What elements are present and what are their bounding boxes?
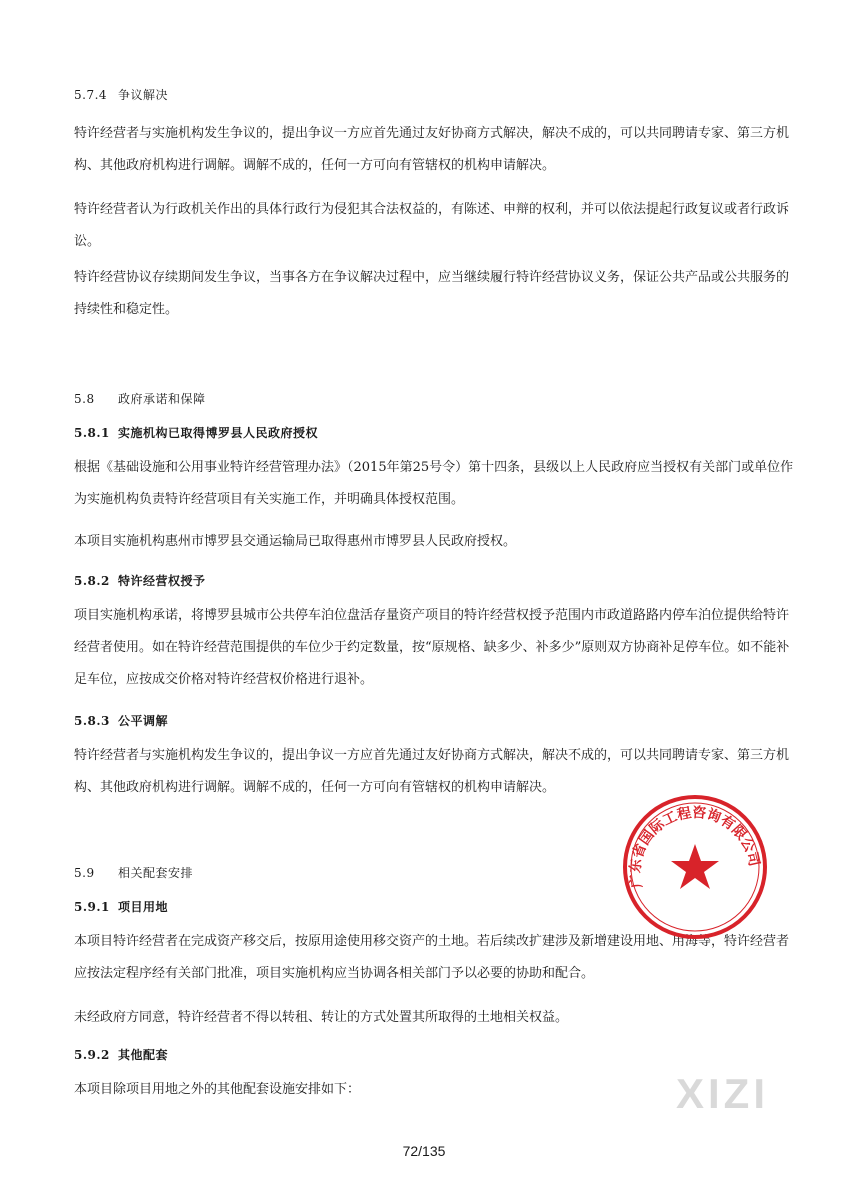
paragraph: 特许经营者与实施机构发生争议的，提出争议一方应首先通过友好协商方式解决，解决不成的，可以共同聘请专家、第三方机构、其他政府机构进行调解。调解不成的，任何一方可向有管辖权的机构申请解决。 [74, 748, 790, 795]
paragraph: 根据《基础设施和公用事业特许经营管理办法》（2015年第25号令）第十四条，县级以上人民政府应当授权有关部门或单位作为实施机构负责特许经营项目有关实施工作，并明确具体授权范围。 [74, 460, 794, 507]
heading-5-8-2: 5.8.2 特许经营权授予 [74, 574, 206, 588]
paragraph: 特许经营协议存续期间发生争议，当事各方在争议解决过程中，应当继续履行特许经营协议义务，保证公共产品或公共服务的持续性和稳定性。 [74, 270, 790, 317]
page-number: 72/135 [402, 1143, 446, 1159]
heading-5-8: 5.8 政府承诺和保障 [74, 392, 206, 406]
paragraph: 未经政府方同意，特许经营者不得以转租、转让的方式处置其所取得的土地相关权益。 [74, 1010, 569, 1025]
paragraph: 特许经营者与实施机构发生争议的，提出争议一方应首先通过友好协商方式解决，解决不成的，可以共同聘请专家、第三方机构、其他政府机构进行调解。调解不成的，任何一方可向有管辖权的机构申请解决。 [74, 126, 790, 173]
seal-text: 广东省国际工程咨询有限公司 [627, 804, 762, 889]
heading-5-9: 5.9 相关配套安排 [74, 866, 194, 880]
company-seal-icon [620, 792, 770, 942]
heading-5-9-2: 5.9.2 其他配套 [74, 1048, 169, 1062]
heading-5-8-1: 5.8.1 实施机构已取得博罗县人民政府授权 [74, 426, 319, 440]
paragraph: 本项目特许经营者在完成资产移交后，按原用途使用移交资产的土地。若后续改扩建涉及新增建设用地、用海等，特许经营者应按法定程序经有关部门批准，项目实施机构应当协调各相关部门予以必要的协助和配合。 [74, 934, 790, 981]
heading-5-9-1: 5.9.1 项目用地 [74, 900, 169, 914]
paragraph: 本项目实施机构惠州市博罗县交通运输局已取得惠州市博罗县人民政府授权。 [74, 534, 517, 549]
watermark-logo: XIZI [676, 1070, 770, 1117]
heading-5-7-4: 5.7.4 争议解决 [74, 88, 169, 102]
paragraph: 特许经营者认为行政机关作出的具体行政行为侵犯其合法权益的，有陈述、申辩的权利，并可以依法提起行政复议或者行政诉讼。 [74, 202, 790, 249]
heading-5-8-3: 5.8.3 公平调解 [74, 714, 169, 728]
paragraph: 项目实施机构承诺，将博罗县城市公共停车泊位盘活存量资产项目的特许经营权授予范围内市政道路路内停车泊位提供给特许经营者使用。如在特许经营范围提供的车位少于约定数量，按“原规格、缺多少、补多少”原则双方协商补足停车位。如不能补足车位，应按成交价格对特许经营权价格进行退补。 [74, 608, 790, 687]
paragraph: 本项目除项目用地之外的其他配套设施安排如下： [74, 1082, 361, 1097]
